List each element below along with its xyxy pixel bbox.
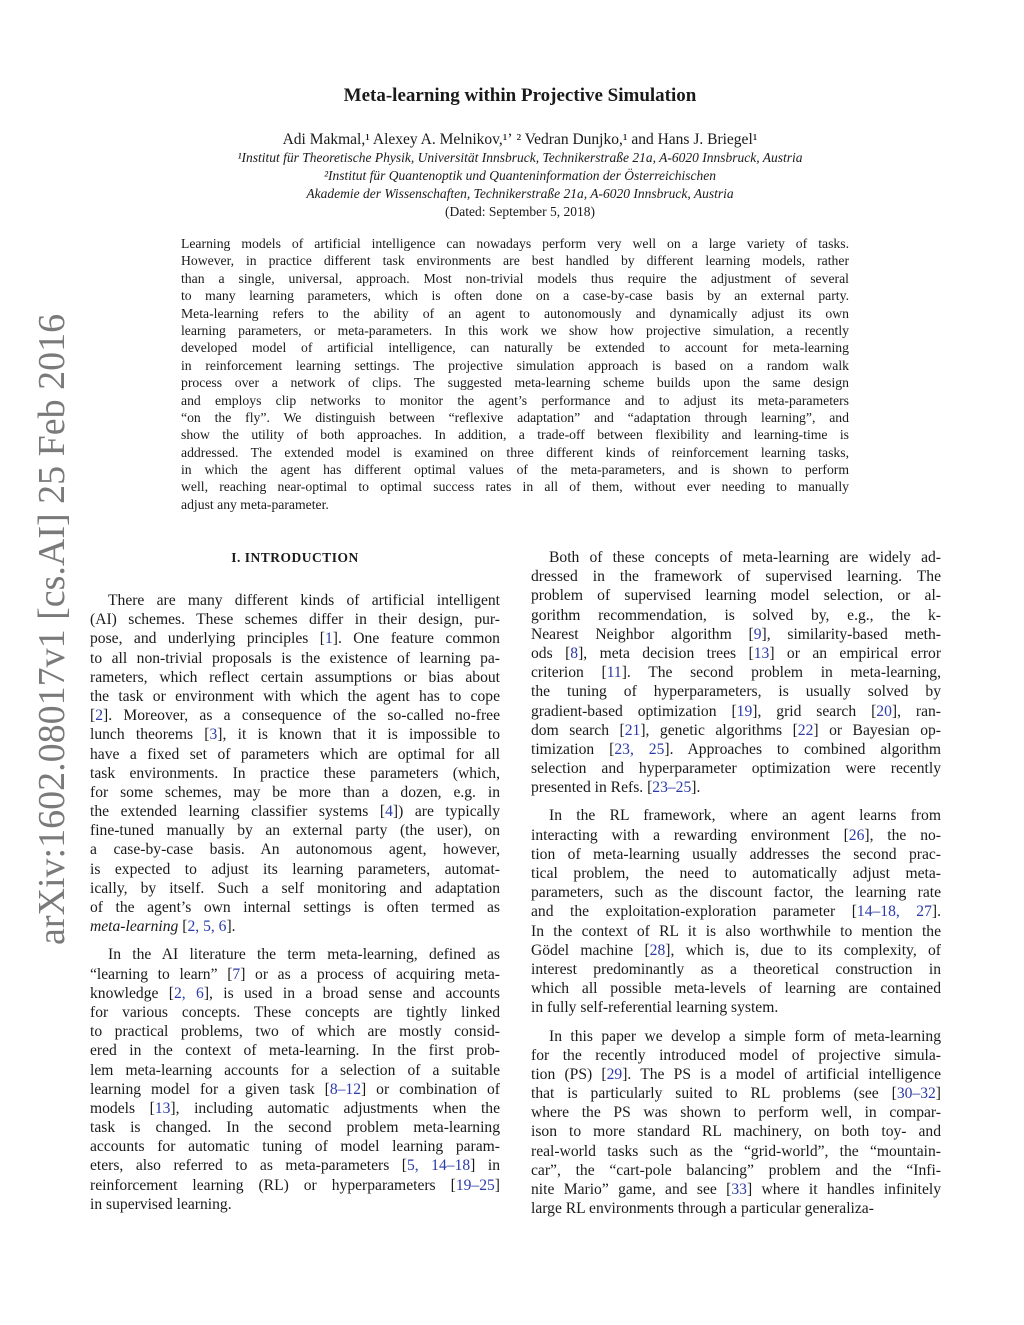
left-column [90, 548, 500, 1223]
text-line: “learning to learn” [7] or as a process of acquiring meta- [90, 965, 500, 983]
text-line: timization [23, 25]. Approaches to combined algorithm [531, 740, 942, 758]
text-line: for the recently introduced model of projective simula- [531, 1046, 941, 1064]
text-line: interest predominantly as a theoretical construction in [531, 960, 941, 978]
text-line: dressed in the framework of supervised learning. The [531, 568, 941, 586]
text-line: Nearest Neighbor algorithm [9], similarity-based meth- [531, 625, 942, 643]
text-line: rameters, which reflect certain assumptions or bias about [90, 668, 500, 686]
text-line: is expected to adjust its learning parameters, automat- [90, 860, 500, 878]
text-line: Gödel machine [28], which is, due to its complexity, of [531, 941, 941, 959]
abstract-line: to many learning parameters, which is often done on a case-by-case basis by an external party. [181, 288, 849, 304]
citation-link[interactable]: 2 [95, 707, 103, 725]
text-line: which all possible meta-levels of learning are contained [531, 980, 941, 998]
text-line: criterion [11]. The second problem in meta-learning, [531, 664, 941, 682]
abstract-line: However, in practice different task environments are best handled by different learning models, rather [181, 253, 849, 269]
text-line: In the context of RL it is also worthwhile to mention the [531, 922, 941, 940]
text-line: In the RL framework, where an agent learns from [549, 807, 941, 825]
text-line: for some schemes, may be more than a dozen, e.g. in [90, 783, 500, 801]
text-line: Both of these concepts of meta-learning are widely ad- [549, 549, 941, 566]
paper-title: Meta-learning within Projective Simulation [343, 85, 697, 106]
paragraph [531, 806, 941, 1017]
right-column [531, 548, 941, 1227]
citation-link[interactable]: 13 [154, 1099, 171, 1117]
citation-link[interactable]: 1 [324, 630, 333, 648]
text-line: large RL environments through a particular generaliza- [531, 1200, 874, 1218]
text-line: In the AI literature the term meta-learning, defined as [108, 946, 500, 964]
abstract-line: and employs clip networks to monitor the agent’s performance and to adjust its meta-parameters [181, 392, 849, 408]
abstract-line: addressed. The extended model is examined on three different kinds of reinforcement learning tasks, [181, 444, 849, 460]
text-line: reinforcement learning (RL) or hyperparameters [19–25] [90, 1176, 500, 1194]
text-line: task environments. In practice these parameters (which, [90, 764, 500, 782]
affiliation-3: Akademie der Wissenschaften, Technikerstraße 21a, A-6020 Innsbruck, Austria [306, 186, 734, 201]
text-line: meta-learning [2, 5, 6]. [90, 918, 236, 936]
text-line: in supervised learning. [90, 1195, 232, 1213]
arxiv-identifier: arXiv:1602.08017v1 [cs.AI] 25 Feb 2016 [31, 313, 73, 945]
abstract [181, 235, 849, 513]
text-line: models [13], including automatic adjustments when the [90, 1099, 500, 1117]
text-line: and the exploitation-exploration parameter [14–18, 27]. [531, 903, 941, 921]
paragraph [531, 548, 941, 797]
paragraph [90, 945, 500, 1214]
text-line: ered in the context of meta-learning. In the first prob- [90, 1042, 500, 1060]
citation-link[interactable]: 13 [753, 644, 770, 662]
citation-link[interactable]: 19 [736, 702, 753, 720]
citation-link[interactable]: 8–12 [329, 1080, 362, 1098]
text-line: learning model for a given task [8–12] or combination of [90, 1080, 500, 1098]
text-line: presented in Refs. [23–25]. [531, 779, 701, 797]
citation-link[interactable]: 29 [606, 1065, 623, 1083]
text-line: gradient-based optimization [19], grid search [20], ran- [531, 702, 941, 720]
abstract-line: Learning models of artificial intelligence can nowadays perform very well on a large variety of tasks. [181, 236, 849, 251]
citation-link[interactable]: 14–18, 27 [856, 903, 932, 921]
text-line: for various concepts. These concepts are tightly linked [90, 1003, 500, 1021]
text-line: selection and hyperparameter optimization were recently [531, 760, 941, 778]
citation-link[interactable]: 20 [876, 702, 892, 720]
citation-link[interactable]: 4 [385, 803, 393, 821]
citation-link[interactable]: 28 [649, 941, 666, 959]
citation-link[interactable]: 30–32 [896, 1085, 936, 1103]
text-line: interacting with a rewarding environment [26], the no- [531, 826, 941, 844]
left-column-body [90, 591, 500, 1214]
paragraph [90, 591, 500, 936]
text-line: real-world tasks such as the “grid-world”, the “mountain- [531, 1142, 941, 1160]
text-line: [2]. Moreover, as a consequence of the so-called no-free [90, 707, 500, 725]
text-line: tical problem, the need to automatically adjust meta- [531, 865, 941, 882]
citation-link[interactable]: 19–25 [455, 1176, 495, 1194]
text-line: tion of meta-learning usually addresses the second prac- [531, 845, 941, 863]
citation-link[interactable]: 9 [753, 625, 762, 643]
abstract-line: Meta-learning refers to the ability of an agent to autonomously and dynamically adjust its own [181, 305, 849, 321]
text-line: where the PS was shown to perform well, in compar- [531, 1104, 941, 1122]
text-line: eters, also referred to as meta-parameters [5, 14–18] in [90, 1157, 501, 1175]
citation-link[interactable]: 23, 25 [614, 740, 665, 758]
paper-header [120, 85, 920, 221]
text-line: lunch theorems [3], it is known that it is impossible to [90, 726, 500, 744]
citation-link[interactable]: 2, 5, 6 [187, 918, 227, 936]
text-line: to all non-trivial proposals is the existence of learning pa- [90, 649, 500, 667]
text-line: have a fixed set of parameters which are optimal for all [90, 745, 500, 763]
text-line: ods [8], meta decision trees [13] or an empirical error [531, 644, 942, 662]
text-line: lem meta-learning accounts for a selection of a suitable [90, 1061, 500, 1079]
citation-link[interactable]: 33 [731, 1181, 747, 1198]
text-line: nite Mario” game, and see [33] where it handles infinitely [531, 1181, 942, 1198]
text-line: In this paper we develop a simple form of meta-learning [549, 1027, 941, 1045]
text-line: gorithm recommendation, is solved by, e.g., the k- [531, 606, 941, 624]
citation-link[interactable]: 5, 14–18 [406, 1157, 471, 1175]
author-list: Adi Makmal,¹ Alexey A. Melnikov,¹ʼ ² Vedran Dunjko,¹ and Hans J. Briegel¹ [282, 131, 758, 148]
text-line: the task or environment with which the agent has to cope [90, 687, 500, 705]
text-line: (AI) schemes. These schemes differ in their design, pur- [90, 611, 500, 629]
text-line: tion (PS) [29]. The PS is a model of artificial intelligence [531, 1065, 941, 1083]
abstract-line: process over a network of clips. The suggested meta-learning scheme builds upon the same design [181, 375, 849, 391]
citation-link[interactable]: 2, 6 [173, 984, 204, 1002]
paragraph [531, 1027, 941, 1219]
text-line: dom search [21], genetic algorithms [22] or Bayesian op- [531, 721, 941, 739]
text-line: ically, by itself. Such a self monitoring and adaptation [90, 879, 500, 897]
text-line: pose, and underlying principles [1]. One feature common [90, 630, 500, 648]
text-line: car”, the “cart-pole balancing” problem and the “Infi- [531, 1161, 941, 1179]
citation-link[interactable]: 21 [624, 721, 641, 739]
text-line: in fully self-referential learning system. [531, 999, 779, 1017]
abstract-line: adjust any meta-parameter. [181, 496, 329, 512]
citation-link[interactable]: 8 [570, 644, 579, 662]
citation-link[interactable]: 11 [606, 664, 622, 682]
citation-link[interactable]: 26 [848, 826, 865, 844]
text-line: knowledge [2, 6], is used in a broad sense and accounts [90, 984, 501, 1002]
text-line: fine-tuned manually by an external party (the user), on [90, 822, 500, 840]
right-column-body [531, 548, 941, 1218]
text-line: problem of supervised learning model selection, or al- [531, 587, 941, 605]
abstract-line: than a single, universal, approach. Most non-trivial models thus require the adjustment of several [181, 270, 849, 286]
citation-link[interactable]: 23–25 [652, 779, 692, 797]
abstract-line: developed model of artificial intelligence, can naturally be extended to account for meta-learning [181, 340, 849, 356]
section-heading: I. INTRODUCTION [231, 550, 359, 565]
citation-link[interactable]: 3 [209, 726, 218, 744]
affiliation-2: ²Institut für Quantenoptik und Quanteninformation der Österreichischen [323, 168, 716, 183]
abstract-line: show the utility of both approaches. In addition, a trade-off between flexibility and learning-time is [181, 427, 849, 443]
abstract-line: “on the fly”. We distinguish between “reflexive adaptation” and “adaptation through learning”, and [181, 409, 849, 425]
text-line: parameters, such as the discount factor, the learning rate [531, 884, 941, 902]
text-line: ison to more standard RL machinery, on both toy- and [531, 1123, 941, 1141]
abstract-line: learning parameters, or meta-parameters. In this work we show how projective simulation, a recently [181, 322, 849, 338]
abstract-line: in reinforcement learning settings. The projective simulation approach is based on a random walk [181, 357, 849, 373]
citation-link[interactable]: 22 [797, 721, 814, 739]
text-line: task is changed. In the second problem meta-learning [90, 1119, 500, 1137]
text-line: that is particularly suited to RL problems (see [30–32] [531, 1085, 941, 1103]
text-line: the tuning of hyperparameters, is usually solved by [531, 683, 941, 701]
abstract-line: well, reaching near-optimal to optimal success rates in all of them, without ever needing to manually [181, 479, 849, 495]
text-line: There are many different kinds of artificial intelligent [108, 592, 500, 609]
affiliation-1: ¹Institut für Theoretische Physik, Universität Innsbruck, Technikerstraße 21a, A-6020 Innsbruck, Austria [237, 150, 803, 165]
text-line: to practical problems, two of which are mostly consid- [90, 1023, 500, 1041]
text-line: accounts for automatic tuning of model learning param- [90, 1138, 500, 1156]
text-line: of the agent’s own internal settings is often termed as [90, 899, 500, 916]
dated-line: (Dated: September 5, 2018) [445, 204, 595, 219]
text-line: the extended learning classifier systems [4]) are typically [90, 803, 500, 821]
text-line: a case-by-case basis. An autonomous agent, however, [90, 841, 500, 859]
citation-link[interactable]: 7 [232, 965, 241, 983]
abstract-line: in which the agent has different optimal values of the meta-parameters, and is shown to perform [181, 462, 849, 478]
